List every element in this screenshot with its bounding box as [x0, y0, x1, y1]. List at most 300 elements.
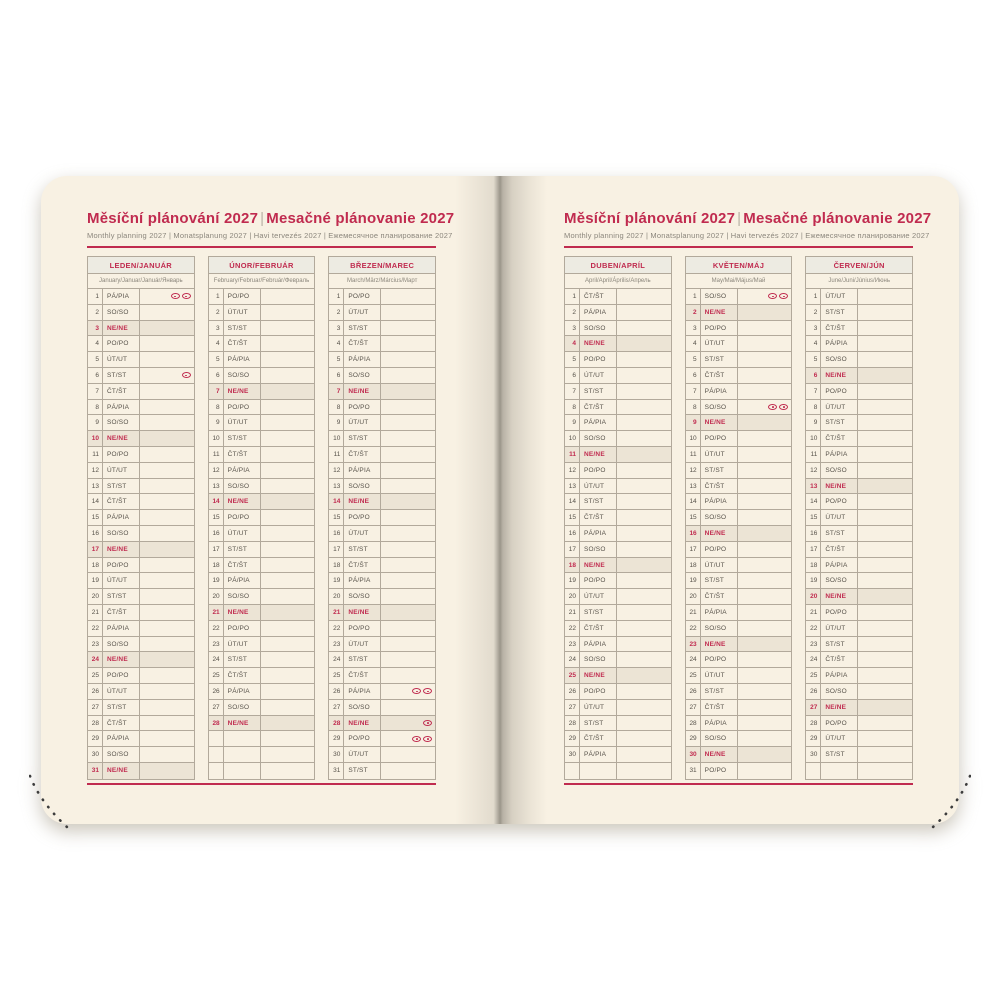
day-number-cell: 16: [88, 526, 103, 541]
month-translations: January/Januar/Január/Январь: [88, 274, 194, 289]
day-number-cell: 28: [329, 716, 344, 731]
day-number-cell: 7: [88, 384, 103, 399]
day-number-cell: 1: [686, 289, 701, 304]
day-row: [88, 368, 194, 384]
weekday-cell: ÚT/UT: [821, 621, 858, 636]
day-row: [686, 558, 792, 574]
day-notes-cell: [617, 621, 671, 636]
weekday-cell: ÚT/UT: [103, 463, 140, 478]
day-row: [565, 526, 671, 542]
weekday-cell: PÁ/PIA: [344, 684, 381, 699]
day-notes-cell: [858, 400, 912, 415]
day-row: [88, 668, 194, 684]
month-name: LEDEN/JANUÁR: [88, 257, 194, 274]
day-row: [565, 605, 671, 621]
day-notes-cell: [381, 700, 435, 715]
day-notes-cell: [261, 763, 315, 779]
day-row: [329, 368, 435, 384]
title-separator: |: [260, 210, 265, 227]
day-row: [88, 589, 194, 605]
top-rule: [564, 246, 913, 248]
day-notes-cell: [738, 589, 792, 604]
day-number-cell: 7: [209, 384, 224, 399]
weekday-cell: NE/NE: [821, 368, 858, 383]
weekday-cell: ÚT/UT: [103, 352, 140, 367]
day-row: [88, 605, 194, 621]
holiday-icon: [171, 293, 180, 299]
day-row: [686, 479, 792, 495]
day-row: [806, 336, 912, 352]
weekday-cell: ST/ST: [344, 321, 381, 336]
day-row: [806, 305, 912, 321]
day-number-cell: 10: [209, 431, 224, 446]
day-number-cell: 26: [329, 684, 344, 699]
weekday-cell: PO/PO: [821, 716, 858, 731]
day-notes-cell: [858, 558, 912, 573]
day-number-cell: 3: [209, 321, 224, 336]
day-notes-cell: [617, 510, 671, 525]
day-notes-cell: [261, 463, 315, 478]
day-row: [88, 731, 194, 747]
day-notes-cell: [381, 637, 435, 652]
day-number-cell: 11: [329, 447, 344, 462]
day-number-cell: 13: [329, 479, 344, 494]
day-number-cell: 24: [88, 652, 103, 667]
day-number-cell: 8: [209, 400, 224, 415]
day-notes-cell: [617, 763, 671, 779]
day-row: [686, 352, 792, 368]
day-row: [686, 763, 792, 779]
day-notes-cell: [261, 668, 315, 683]
day-number-cell: 1: [806, 289, 821, 304]
month-column: [208, 256, 316, 780]
day-number-cell: 18: [806, 558, 821, 573]
day-number-cell: 27: [329, 700, 344, 715]
day-number-cell: 23: [686, 637, 701, 652]
day-number-cell: 7: [806, 384, 821, 399]
bottom-rule: [87, 783, 436, 785]
weekday-cell: ÚT/UT: [224, 637, 261, 652]
day-notes-cell: [617, 431, 671, 446]
weekday-cell: SO/SO: [103, 305, 140, 320]
day-row: [806, 637, 912, 653]
day-notes-cell: [140, 305, 194, 320]
weekday-cell: PÁ/PIA: [580, 305, 617, 320]
weekday-cell: PÁ/PIA: [821, 558, 858, 573]
page-subtitle: Monthly planning 2027 | Monatsplanung 2027 | Havi tervezés 2027 | Ежемесячное планирование 2027: [564, 231, 930, 240]
weekday-cell: ST/ST: [821, 415, 858, 430]
day-number-cell: 17: [565, 542, 580, 557]
day-number-cell: 9: [565, 415, 580, 430]
day-number-cell: 14: [209, 494, 224, 509]
day-row: [806, 542, 912, 558]
day-notes-cell: [738, 400, 792, 415]
day-number-cell: 6: [88, 368, 103, 383]
day-notes-cell: [140, 431, 194, 446]
day-row: [329, 479, 435, 495]
weekday-cell: ST/ST: [580, 716, 617, 731]
day-row: [806, 447, 912, 463]
day-number-cell: 2: [88, 305, 103, 320]
weekday-cell: ÚT/UT: [701, 558, 738, 573]
day-number-cell: 29: [806, 731, 821, 746]
day-number-cell: 12: [806, 463, 821, 478]
top-rule: [87, 246, 436, 248]
page-title: [87, 210, 455, 227]
day-number-cell: 23: [88, 637, 103, 652]
day-notes-cell: [738, 542, 792, 557]
weekday-cell: ČT/ŠT: [103, 494, 140, 509]
day-number-cell: 14: [686, 494, 701, 509]
day-row: [88, 447, 194, 463]
weekday-cell: NE/NE: [821, 479, 858, 494]
weekday-cell: SO/SO: [224, 589, 261, 604]
day-notes-cell: [738, 289, 792, 304]
day-row: [806, 652, 912, 668]
day-number-cell: 1: [565, 289, 580, 304]
day-row: [686, 494, 792, 510]
day-number-cell: 12: [686, 463, 701, 478]
day-notes-cell: [381, 684, 435, 699]
weekday-cell: SO/SO: [224, 700, 261, 715]
day-row: [329, 305, 435, 321]
weekday-cell: ÚT/UT: [344, 526, 381, 541]
weekday-cell: ST/ST: [344, 652, 381, 667]
day-notes-cell: [140, 700, 194, 715]
weekday-cell: SO/SO: [580, 542, 617, 557]
day-row: [88, 463, 194, 479]
month-translations: June/Juni/Június/Июнь: [806, 274, 912, 289]
day-number-cell: 30: [686, 747, 701, 762]
weekday-cell: PO/PO: [103, 558, 140, 573]
day-notes-cell: [261, 526, 315, 541]
day-number-cell: 19: [806, 573, 821, 588]
day-notes-cell: [617, 731, 671, 746]
months-grid-right: [564, 256, 913, 780]
day-notes-cell: [738, 479, 792, 494]
day-notes-cell: [381, 463, 435, 478]
day-row-sunday: [329, 605, 435, 621]
day-notes-cell: [140, 510, 194, 525]
day-notes-cell: [738, 716, 792, 731]
day-notes-cell: [140, 352, 194, 367]
day-number-cell: 25: [209, 668, 224, 683]
day-notes-cell: [140, 463, 194, 478]
weekday-cell: ÚT/UT: [103, 573, 140, 588]
day-row: [88, 289, 194, 305]
day-notes-cell: [140, 716, 194, 731]
day-number-cell: 15: [565, 510, 580, 525]
page-title: [564, 210, 932, 227]
day-number-cell: 8: [329, 400, 344, 415]
weekday-cell: SO/SO: [580, 652, 617, 667]
weekday-cell: SO/SO: [701, 400, 738, 415]
day-row: [806, 510, 912, 526]
day-notes-cell: [140, 321, 194, 336]
day-notes-cell: [738, 637, 792, 652]
day-number-cell: 6: [329, 368, 344, 383]
day-notes-cell: [858, 368, 912, 383]
holiday-icon: [779, 293, 788, 299]
day-number-cell: 25: [565, 668, 580, 683]
day-notes-cell: [738, 352, 792, 367]
holiday-icon: [423, 736, 432, 742]
day-notes-cell: [858, 700, 912, 715]
day-number-cell: 15: [88, 510, 103, 525]
day-row-sunday: [686, 526, 792, 542]
day-row: [686, 605, 792, 621]
month-column: [328, 256, 436, 780]
day-number-cell: 17: [329, 542, 344, 557]
day-notes-cell: [261, 494, 315, 509]
day-number-cell: 11: [686, 447, 701, 462]
day-number-cell: 30: [329, 747, 344, 762]
day-notes-cell: [738, 731, 792, 746]
day-number-cell: 16: [329, 526, 344, 541]
weekday-cell: PO/PO: [821, 605, 858, 620]
day-number-cell: 17: [88, 542, 103, 557]
day-number-cell: 20: [686, 589, 701, 604]
weekday-cell: PÁ/PIA: [821, 336, 858, 351]
day-row: [209, 431, 315, 447]
day-number-cell: [209, 747, 224, 762]
day-notes-cell: [617, 336, 671, 351]
day-row-sunday: [88, 431, 194, 447]
day-notes-cell: [617, 352, 671, 367]
weekday-cell: ST/ST: [701, 684, 738, 699]
day-notes-cell: [381, 621, 435, 636]
day-row: [329, 352, 435, 368]
holiday-icon: [768, 404, 777, 410]
weekday-cell: SO/SO: [224, 368, 261, 383]
day-row: [686, 684, 792, 700]
day-notes-cell: [738, 668, 792, 683]
day-number-cell: 12: [88, 463, 103, 478]
day-row-sunday: [565, 668, 671, 684]
weekday-cell: PÁ/PIA: [701, 605, 738, 620]
day-notes-cell: [738, 336, 792, 351]
day-notes-cell: [617, 605, 671, 620]
day-row-sunday: [209, 384, 315, 400]
day-number-cell: 5: [686, 352, 701, 367]
weekday-cell: PÁ/PIA: [701, 494, 738, 509]
weekday-cell: ČT/ŠT: [344, 336, 381, 351]
day-number-cell: 21: [686, 605, 701, 620]
day-row: [88, 526, 194, 542]
weekday-cell: ÚT/UT: [821, 289, 858, 304]
weekday-cell: NE/NE: [580, 668, 617, 683]
weekday-cell: SO/SO: [224, 479, 261, 494]
weekday-cell: ÚT/UT: [701, 668, 738, 683]
day-notes-cell: [261, 573, 315, 588]
day-row: [686, 384, 792, 400]
day-number-cell: 28: [88, 716, 103, 731]
weekday-cell: ČT/ŠT: [580, 510, 617, 525]
day-number-cell: 19: [565, 573, 580, 588]
day-row: [209, 526, 315, 542]
day-number-cell: 4: [209, 336, 224, 351]
weekday-cell: SO/SO: [580, 431, 617, 446]
day-row: [686, 573, 792, 589]
day-notes-cell: [381, 510, 435, 525]
day-number-cell: 15: [329, 510, 344, 525]
day-row: [565, 431, 671, 447]
weekday-cell: ST/ST: [224, 652, 261, 667]
day-row: [806, 573, 912, 589]
day-notes-cell: [381, 431, 435, 446]
day-number-cell: 16: [686, 526, 701, 541]
day-notes-cell: [617, 684, 671, 699]
day-number-cell: 18: [88, 558, 103, 573]
weekday-cell: ÚT/UT: [821, 731, 858, 746]
day-number-cell: 21: [209, 605, 224, 620]
day-notes-cell: [261, 352, 315, 367]
day-row: [209, 763, 315, 779]
weekday-cell: ST/ST: [224, 542, 261, 557]
day-notes-cell: [140, 479, 194, 494]
weekday-cell: ÚT/UT: [344, 415, 381, 430]
day-notes-cell: [738, 321, 792, 336]
day-number-cell: 27: [209, 700, 224, 715]
day-notes-cell: [140, 558, 194, 573]
weekday-cell: ČT/ŠT: [580, 289, 617, 304]
day-notes-cell: [261, 368, 315, 383]
weekday-cell: ÚT/UT: [821, 510, 858, 525]
day-notes-cell: [381, 447, 435, 462]
day-number-cell: 8: [565, 400, 580, 415]
weekday-cell: PÁ/PIA: [580, 415, 617, 430]
day-row: [686, 431, 792, 447]
day-notes-cell: [381, 652, 435, 667]
weekday-cell: PO/PO: [701, 321, 738, 336]
day-notes-cell: [140, 415, 194, 430]
day-notes-cell: [140, 447, 194, 462]
weekday-cell: ČT/ŠT: [701, 368, 738, 383]
day-row: [806, 384, 912, 400]
weekday-cell: NE/NE: [701, 415, 738, 430]
day-number-cell: 31: [329, 763, 344, 779]
title-separator: |: [737, 210, 742, 227]
month-translations: March/März/Március/Март: [329, 274, 435, 289]
weekday-cell: ČT/ŠT: [580, 400, 617, 415]
day-row: [565, 589, 671, 605]
weekday-cell: SO/SO: [821, 463, 858, 478]
day-number-cell: 20: [565, 589, 580, 604]
day-notes-cell: [140, 668, 194, 683]
day-notes-cell: [381, 336, 435, 351]
day-number-cell: 5: [329, 352, 344, 367]
weekday-cell: ST/ST: [701, 352, 738, 367]
day-notes-cell: [858, 463, 912, 478]
day-number-cell: 26: [806, 684, 821, 699]
day-row: [209, 289, 315, 305]
day-row: [806, 352, 912, 368]
day-number-cell: 27: [88, 700, 103, 715]
day-number-cell: 23: [806, 637, 821, 652]
day-row: [565, 384, 671, 400]
weekday-cell: ÚT/UT: [580, 368, 617, 383]
weekday-cell: PO/PO: [701, 652, 738, 667]
day-row-sunday: [565, 336, 671, 352]
weekday-cell: SO/SO: [821, 352, 858, 367]
day-row-sunday: [329, 716, 435, 732]
day-row-sunday: [329, 384, 435, 400]
months-grid-left: [87, 256, 436, 780]
day-number-cell: 2: [209, 305, 224, 320]
day-row-sunday: [209, 605, 315, 621]
day-number-cell: 12: [329, 463, 344, 478]
day-number-cell: 11: [565, 447, 580, 462]
holiday-icon: [412, 688, 421, 694]
weekday-cell: ST/ST: [344, 763, 381, 779]
day-row: [686, 621, 792, 637]
day-row: [686, 368, 792, 384]
day-notes-cell: [617, 558, 671, 573]
day-number-cell: 29: [329, 731, 344, 746]
day-notes-cell: [617, 368, 671, 383]
weekday-cell: PÁ/PIA: [344, 463, 381, 478]
day-notes-cell: [738, 684, 792, 699]
weekday-cell: SO/SO: [103, 415, 140, 430]
day-row-sunday: [88, 321, 194, 337]
day-row: [88, 637, 194, 653]
weekday-cell: ČT/ŠT: [821, 431, 858, 446]
day-number-cell: 3: [88, 321, 103, 336]
weekday-cell: [580, 763, 617, 779]
weekday-cell: NE/NE: [224, 384, 261, 399]
day-row-sunday: [686, 747, 792, 763]
day-row: [88, 747, 194, 763]
day-notes-cell: [858, 431, 912, 446]
day-number-cell: 17: [806, 542, 821, 557]
day-notes-cell: [617, 526, 671, 541]
day-row: [565, 494, 671, 510]
weekday-cell: SO/SO: [344, 479, 381, 494]
right-page-content: [500, 176, 959, 824]
weekday-cell: ÚT/UT: [344, 747, 381, 762]
weekday-cell: PO/PO: [580, 352, 617, 367]
weekday-cell: PO/PO: [344, 289, 381, 304]
day-number-cell: 25: [88, 668, 103, 683]
month-name: ČERVEN/JÚN: [806, 257, 912, 274]
month-translations: February/Februar/Február/Февраль: [209, 274, 315, 289]
weekday-cell: PO/PO: [224, 289, 261, 304]
day-notes-cell: [617, 289, 671, 304]
day-notes-cell: [140, 526, 194, 541]
weekday-cell: PÁ/PIA: [580, 637, 617, 652]
weekday-cell: ČT/ŠT: [821, 542, 858, 557]
weekday-cell: ČT/ŠT: [103, 605, 140, 620]
day-notes-cell: [261, 716, 315, 731]
weekday-cell: PO/PO: [224, 510, 261, 525]
weekday-cell: SO/SO: [701, 289, 738, 304]
day-row: [686, 652, 792, 668]
day-row: [88, 352, 194, 368]
weekday-cell: NE/NE: [344, 494, 381, 509]
day-row: [209, 400, 315, 416]
weekday-cell: SO/SO: [701, 510, 738, 525]
day-number-cell: 19: [686, 573, 701, 588]
day-row: [329, 336, 435, 352]
left-page: [41, 176, 500, 824]
weekday-cell: NE/NE: [103, 542, 140, 557]
day-number-cell: 21: [806, 605, 821, 620]
day-notes-cell: [381, 589, 435, 604]
day-row: [209, 336, 315, 352]
day-number-cell: 24: [565, 652, 580, 667]
day-number-cell: 6: [209, 368, 224, 383]
weekday-cell: PÁ/PIA: [701, 384, 738, 399]
